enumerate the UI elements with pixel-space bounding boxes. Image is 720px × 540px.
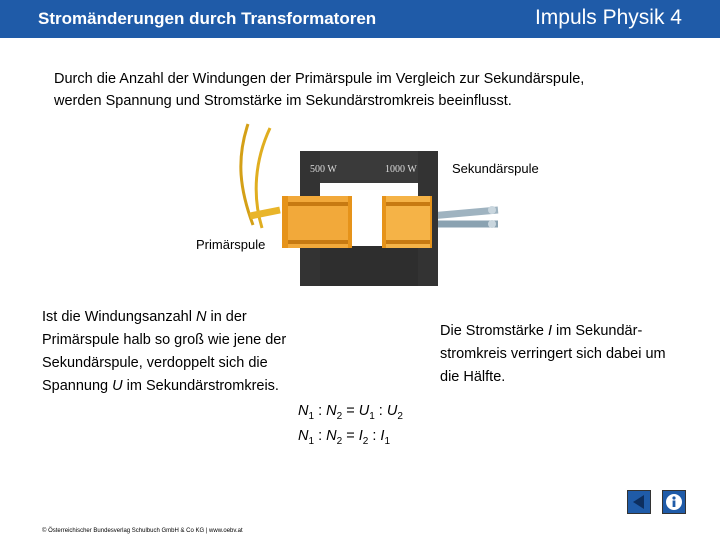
left-line-1: Ist die Windungsanzahl N in der (42, 309, 247, 325)
page-title: Stromänderungen durch Transformatoren (38, 9, 377, 28)
right-explanation (440, 320, 710, 389)
intro-text (54, 68, 674, 112)
brand-title: Impuls Physik 4 (534, 6, 682, 29)
right-line-3: die Hälfte. (440, 369, 506, 385)
label-secondary-coil: Sekundärspule (452, 161, 539, 176)
header-bar (0, 0, 720, 38)
transformer-illustration (0, 120, 720, 290)
right-line-2: stromkreis verringert sich dabei um (440, 346, 666, 362)
primary-coil-rating: 500 W (310, 164, 337, 175)
voltage-formula: $N_1$ : $N_2 = U_1$ : $U_2$ (298, 403, 403, 422)
back-button[interactable] (627, 490, 651, 514)
back-arrow-icon (628, 491, 650, 513)
left-line-2: Primärspule halb so groß wie jene der (42, 332, 287, 348)
left-line-4: Spannung U im Sekundärstromkreis. (42, 378, 279, 394)
intro-line-2: werden Spannung und Stromstärke im Sekundärstromkreis beeinflusst. (54, 93, 512, 109)
right-line-1: Die Stromstärke I im Sekundär- (440, 323, 643, 339)
left-line-3: Sekundärspule, verdoppelt sich die (42, 355, 268, 371)
intro-line-1: Durch die Anzahl der Windungen der Primärspule im Vergleich zur Sekundärspule, (54, 71, 585, 87)
label-primary-coil: Primärspule (196, 237, 266, 252)
copyright-footer: © Österreichischer Bundesverlag Schulbuch GmbH & Co KG | www.oebv.at (42, 528, 243, 534)
left-explanation (42, 306, 286, 398)
secondary-coil-rating: 1000 W (385, 164, 417, 175)
info-button[interactable] (662, 490, 686, 514)
info-icon (663, 491, 685, 513)
current-formula: $N_1$ : $N_2 = I_2$ : $I_1$ (298, 428, 390, 447)
